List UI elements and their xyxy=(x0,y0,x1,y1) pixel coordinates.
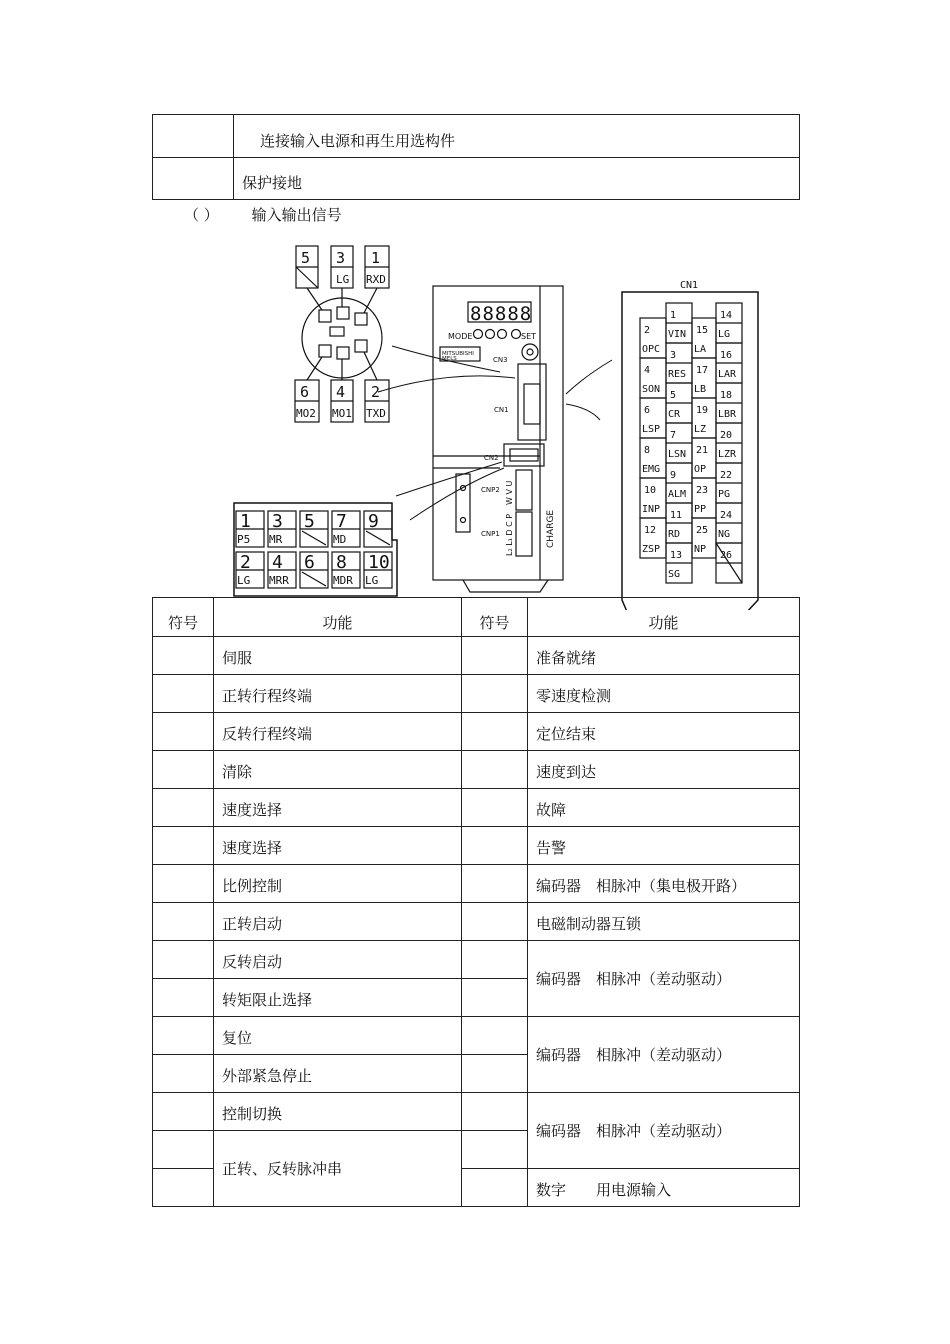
drive-display-text: 88888 xyxy=(470,303,533,325)
drive-mode-label: MODE xyxy=(448,332,473,341)
cn3-pin-num: 2 xyxy=(371,383,381,401)
cn1-pin-sig: EMG xyxy=(642,464,661,475)
cn1-connector xyxy=(622,292,758,610)
function-cell: 电磁制动器互锁 xyxy=(528,903,800,941)
function-cell: 速度选择 xyxy=(214,827,462,865)
cn1-pin-num: 8 xyxy=(644,445,651,456)
cn1-pin-sig: OPC xyxy=(642,344,661,355)
function-cell: 准备就绪 xyxy=(528,637,800,675)
cn2-pin-nc-mark xyxy=(302,572,326,586)
cn3-pin-sig: RXD xyxy=(366,273,386,286)
cn2-pin-sig: MD xyxy=(333,533,347,546)
cn1-pin-num: 5 xyxy=(670,390,677,401)
function-cell: 复位 xyxy=(214,1017,462,1055)
cn3-labels xyxy=(296,249,386,420)
drive-brand-sub: MELS xyxy=(442,356,457,362)
symbol-cell xyxy=(153,637,214,675)
cn1-title: CN1 xyxy=(680,280,699,291)
cn1-pin-num: 16 xyxy=(720,350,733,361)
cn1-pin-sig: LZ xyxy=(694,424,707,435)
cn2-pin-nc-mark xyxy=(366,531,390,545)
drive-set-label: SET xyxy=(521,332,537,341)
cn1-pin-sig: LG xyxy=(718,329,731,340)
cn3-pin-sig: MO1 xyxy=(332,407,352,420)
cn1-labels xyxy=(642,310,737,580)
symbol-cell xyxy=(153,1169,214,1207)
symbol-cell xyxy=(153,865,214,903)
symbol-cell xyxy=(462,903,528,941)
header-symbol-left: 符号 xyxy=(153,598,214,637)
cn3-pin-num: 5 xyxy=(301,249,311,267)
cn1-pin-sig: LA xyxy=(694,344,707,355)
cn1-pin-sig: RD xyxy=(668,529,681,540)
function-cell: 编码器 相脉冲（差动驱动） xyxy=(528,1017,800,1093)
cn1-pin-sig: NG xyxy=(718,529,731,540)
cn1-pin-sig: LBR xyxy=(718,409,737,420)
cn1-pin-num: 17 xyxy=(696,365,709,376)
cn1-pin-num: 19 xyxy=(696,405,709,416)
symbol-cell xyxy=(153,751,214,789)
symbol-cell xyxy=(153,941,214,979)
cn1-pin-sig: INP xyxy=(642,504,661,515)
top-table-function-cell: 连接输入电源和再生用选构件 xyxy=(234,115,800,158)
symbol-cell xyxy=(153,713,214,751)
symbol-cell xyxy=(462,979,528,1017)
cn1-pin-sig: VIN xyxy=(668,329,687,340)
cn1-pin-sig: ZSP xyxy=(642,544,661,555)
symbol-cell xyxy=(462,1055,528,1093)
function-cell: 编码器 相脉冲（差动驱动） xyxy=(528,1093,800,1169)
cn1-pin-num: 14 xyxy=(720,310,733,321)
cn3-pin-sig: TXD xyxy=(366,407,386,420)
cn1-pin-sig: SG xyxy=(668,569,681,580)
symbol-cell xyxy=(153,903,214,941)
function-cell: 故障 xyxy=(528,789,800,827)
drive-charge-label: CHARGE xyxy=(546,509,556,548)
cn1-pin-sig: NP xyxy=(694,544,707,555)
symbol-cell xyxy=(153,1055,214,1093)
symbol-cell xyxy=(462,675,528,713)
symbol-cell xyxy=(462,1131,528,1169)
symbol-cell xyxy=(153,1131,214,1169)
cn2-pin-num: 3 xyxy=(272,511,283,532)
symbol-cell xyxy=(462,827,528,865)
header-function-right: 功能 xyxy=(528,598,800,637)
cn1-pin-sig: CR xyxy=(668,409,681,420)
cn1-pin-sig: LSP xyxy=(642,424,661,435)
function-cell: 反转启动 xyxy=(214,941,462,979)
caption-title: 输入输出信号 xyxy=(251,206,342,224)
symbol-cell xyxy=(153,789,214,827)
drive-cnp2-pins: W V U xyxy=(505,480,514,505)
cn2-pin-num: 5 xyxy=(304,511,315,532)
cn1-pin-num: 23 xyxy=(696,485,709,496)
cn3-pin-num: 3 xyxy=(336,249,346,267)
cn1-pin-num: 13 xyxy=(670,550,683,561)
cn1-pin-sig: ALM xyxy=(668,489,687,500)
cn1-pin-sig: SON xyxy=(642,384,661,395)
drive-cn1-label: CN1 xyxy=(494,406,509,414)
servo-drive xyxy=(378,286,612,592)
function-cell: 外部紧急停止 xyxy=(214,1055,462,1093)
header-symbol-right: 符号 xyxy=(462,598,528,637)
cn3-pin-num: 6 xyxy=(300,383,310,401)
cn1-pin-sig: LSN xyxy=(668,449,687,460)
function-cell: 正转行程终端 xyxy=(214,675,462,713)
function-cell: 伺服 xyxy=(214,637,462,675)
cn2-pin-num: 1 xyxy=(240,511,251,532)
cn1-pin-num: 7 xyxy=(670,430,677,441)
symbol-cell xyxy=(153,1017,214,1055)
cn1-pin-num: 21 xyxy=(696,445,709,456)
cn1-pin-sig: PG xyxy=(718,489,731,500)
cn1-pin-num: 18 xyxy=(720,390,733,401)
cn3-pin-num: 1 xyxy=(371,249,381,267)
drive-cn3-label: CN3 xyxy=(493,356,508,364)
cn1-pin-num: 3 xyxy=(670,350,677,361)
cn1-pin-num: 11 xyxy=(670,510,683,521)
cn3-pin-sig: LG xyxy=(336,273,350,286)
symbol-cell xyxy=(462,1093,528,1131)
caption-paren: （ ） xyxy=(184,206,219,224)
cn2-pin-sig: MRR xyxy=(269,574,289,587)
function-cell: 比例控制 xyxy=(214,865,462,903)
function-cell: 数字 用电源输入 xyxy=(528,1169,800,1207)
symbol-cell xyxy=(462,751,528,789)
symbol-cell xyxy=(462,865,528,903)
cn1-pin-num: 9 xyxy=(670,470,677,481)
function-cell: 速度到达 xyxy=(528,751,800,789)
cn1-pin-sig: PP xyxy=(694,504,707,515)
cn1-pin-num: 1 xyxy=(670,310,677,321)
cn2-pin-sig: LG xyxy=(237,574,251,587)
cn2-pin-nc-mark xyxy=(302,531,326,545)
drive-brand: MITSUBISHI xyxy=(442,351,474,357)
function-cell: 编码器 相脉冲（差动驱动） xyxy=(528,941,800,1017)
cn1-pin-num: 10 xyxy=(644,485,657,496)
function-cell: 定位结束 xyxy=(528,713,800,751)
top-table-function-cell: 保护接地 xyxy=(234,158,800,200)
cn1-pin-num: 26 xyxy=(720,550,733,561)
symbol-cell xyxy=(153,1093,214,1131)
symbol-cell xyxy=(462,941,528,979)
drive-cnp1-label: CNP1 xyxy=(481,530,500,538)
cn2-pin-num: 7 xyxy=(336,511,347,532)
function-cell: 编码器 相脉冲（集电极开路） xyxy=(528,865,800,903)
function-cell: 正转启动 xyxy=(214,903,462,941)
symbol-cell xyxy=(462,713,528,751)
symbol-cell xyxy=(462,1017,528,1055)
cn1-pin-num: 25 xyxy=(696,525,709,536)
cn2-pin-num: 4 xyxy=(272,552,283,573)
function-cell: 控制切换 xyxy=(214,1093,462,1131)
signal-table xyxy=(152,597,800,1207)
function-cell: 速度选择 xyxy=(214,789,462,827)
cn1-pin-sig: LAR xyxy=(718,369,737,380)
cn1-pin-num: 20 xyxy=(720,430,733,441)
symbol-cell xyxy=(462,789,528,827)
cn2-pin-num: 6 xyxy=(304,552,315,573)
symbol-cell xyxy=(153,675,214,713)
symbol-cell xyxy=(153,979,214,1017)
cn2-pin-sig: MDR xyxy=(333,574,353,587)
cn1-pin-num: 2 xyxy=(644,325,651,336)
cn3-pin-num: 4 xyxy=(336,383,346,401)
cn2-pin-sig: MR xyxy=(269,533,283,546)
symbol-cell xyxy=(462,637,528,675)
symbol-cell xyxy=(153,827,214,865)
cn1-pin-num: 4 xyxy=(644,365,651,376)
function-cell: 转矩限止选择 xyxy=(214,979,462,1017)
cn1-pin-sig: LZR xyxy=(718,449,737,460)
symbol-cell xyxy=(462,1169,528,1207)
cn2-labels xyxy=(237,511,390,587)
function-cell: 反转行程终端 xyxy=(214,713,462,751)
function-cell: 清除 xyxy=(214,751,462,789)
cn2-pin-num: 2 xyxy=(240,552,251,573)
cn2-pin-num: 10 xyxy=(368,552,390,573)
drive-cnp1-pins: L₂ L₁ D C P xyxy=(505,513,514,556)
cn2-pin-sig: LG xyxy=(365,574,379,587)
cn1-pin-sig: RES xyxy=(668,369,687,380)
connector-diagram xyxy=(0,0,950,610)
cn3-pin-sig: MO2 xyxy=(296,407,316,420)
function-cell: 零速度检测 xyxy=(528,675,800,713)
drive-cn2-label: CN2 xyxy=(484,454,499,462)
cn1-pin-num: 22 xyxy=(720,470,733,481)
function-cell: 告警 xyxy=(528,827,800,865)
function-cell: 正转、反转脉冲串 xyxy=(214,1131,462,1207)
cn1-pin-sig: LB xyxy=(694,384,707,395)
cn2-pin-num: 9 xyxy=(368,511,379,532)
drive-cnp2-label: CNP2 xyxy=(481,486,500,494)
drive-labels xyxy=(442,303,556,556)
cn2-pin-sig: P5 xyxy=(237,533,251,546)
cn1-pin-num: 12 xyxy=(644,525,657,536)
cn2-pin-num: 8 xyxy=(336,552,347,573)
cn1-pin-num: 24 xyxy=(720,510,733,521)
cn1-pin-num: 6 xyxy=(644,405,651,416)
cn1-pin-sig: OP xyxy=(694,464,707,475)
cn1-pin-num: 15 xyxy=(696,325,709,336)
header-function-left: 功能 xyxy=(214,598,462,637)
